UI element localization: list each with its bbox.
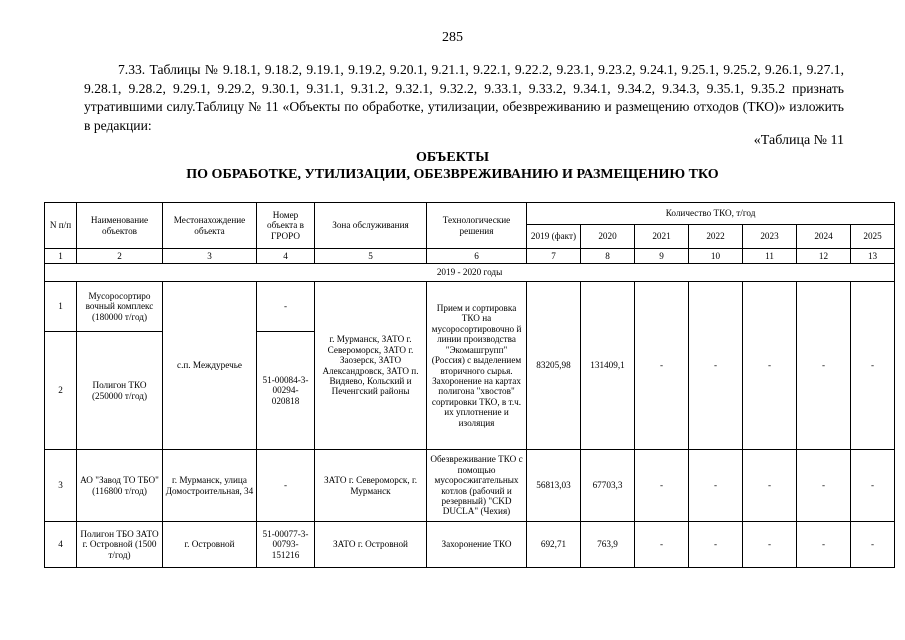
- header-year-2024: 2024: [797, 225, 851, 249]
- cell-2024: -: [797, 282, 851, 450]
- cell-2021: -: [635, 282, 689, 450]
- cell-2025: -: [851, 522, 895, 568]
- section-row: [45, 264, 895, 282]
- column-number: 12: [797, 249, 851, 264]
- header-year-2020: 2020: [581, 225, 635, 249]
- section-label: 2019 - 2020 годы: [45, 264, 895, 282]
- cell-n: 1: [45, 282, 77, 332]
- header-name: Наименование объектов: [77, 203, 163, 249]
- cell-zone: ЗАТО г. Североморск, г. Мурманск: [315, 450, 427, 522]
- cell-zone: ЗАТО г. Островной: [315, 522, 427, 568]
- cell-tech: Захоронение ТКО: [427, 522, 527, 568]
- cell-groro: -: [257, 450, 315, 522]
- cell-tech: Прием и сортировка ТКО на мусоросортировочно й линии производства "Экомашгрупп" (Россия) с выделением вторичного сырья. Захоронение на картах полигона "хвостов" сортировки ТКО, в т.ч. их уплотнение и изоляция: [427, 282, 527, 450]
- column-number-row: [45, 249, 895, 264]
- cell-2025: -: [851, 282, 895, 450]
- cell-2022: -: [689, 282, 743, 450]
- cell-2021: -: [635, 522, 689, 568]
- column-number: 13: [851, 249, 895, 264]
- header-year-2022: 2022: [689, 225, 743, 249]
- table-row: [45, 450, 895, 522]
- column-number: 7: [527, 249, 581, 264]
- cell-2023: -: [743, 282, 797, 450]
- cell-tech: Обезвреживание ТКО с помощью мусоросжигательных котлов (рабочий и резервный) "CKD DUCLA" (Чехия): [427, 450, 527, 522]
- cell-2024: -: [797, 450, 851, 522]
- header-year-2023: 2023: [743, 225, 797, 249]
- header-row: [45, 203, 895, 225]
- column-number: 8: [581, 249, 635, 264]
- cell-name: Мусоросортиро вочный комплекс (180000 т/год): [77, 282, 163, 332]
- header-year-2021: 2021: [635, 225, 689, 249]
- header-year-2025: 2025: [851, 225, 895, 249]
- column-number: 6: [427, 249, 527, 264]
- waste-objects-table: [44, 202, 895, 568]
- cell-groro: 51-00077-3-00793-151216: [257, 522, 315, 568]
- header-n: N п/п: [45, 203, 77, 249]
- cell-zone: г. Мурманск, ЗАТО г. Североморск, ЗАТО г. Заозерск, ЗАТО Александровск, ЗАТО п. Видяево, Кольский и Печенгский районы: [315, 282, 427, 450]
- column-number: 10: [689, 249, 743, 264]
- column-number: 2: [77, 249, 163, 264]
- cell-groro: 51-00084-3-00294-020818: [257, 332, 315, 450]
- cell-2021: -: [635, 450, 689, 522]
- cell-2023: -: [743, 450, 797, 522]
- header-groro: Номер объекта в ГРОРО: [257, 203, 315, 249]
- cell-2025: -: [851, 450, 895, 522]
- column-number: 1: [45, 249, 77, 264]
- column-number: 11: [743, 249, 797, 264]
- cell-groro: -: [257, 282, 315, 332]
- cell-name: АО "Завод ТО ТБО" (116800 т/год): [77, 450, 163, 522]
- table-title: [0, 149, 905, 183]
- column-number: 9: [635, 249, 689, 264]
- title-line-2: ПО ОБРАБОТКЕ, УТИЛИЗАЦИИ, ОБЕЗВРЕЖИВАНИЮ И РАЗМЕЩЕНИЮ ТКО: [186, 167, 719, 182]
- cell-name: Полигон ТКО (250000 т/год): [77, 332, 163, 450]
- cell-2020: 131409,1: [581, 282, 635, 450]
- cell-n: 4: [45, 522, 77, 568]
- cell-2023: -: [743, 522, 797, 568]
- table-row: [45, 282, 895, 332]
- cell-2019: 692,71: [527, 522, 581, 568]
- table-row: [45, 522, 895, 568]
- cell-name: Полигон ТБО ЗАТО г. Островной (1500 т/год): [77, 522, 163, 568]
- page-number: 285: [442, 30, 463, 45]
- header-zone: Зона обслуживания: [315, 203, 427, 249]
- cell-location: с.п. Междуречье: [163, 282, 257, 450]
- cell-2020: 67703,3: [581, 450, 635, 522]
- header-quantity: Количество ТКО, т/год: [527, 203, 895, 225]
- cell-location: г. Островной: [163, 522, 257, 568]
- column-number: 4: [257, 249, 315, 264]
- cell-2019: 83205,98: [527, 282, 581, 450]
- cell-n: 3: [45, 450, 77, 522]
- header-location: Местонахождение объекта: [163, 203, 257, 249]
- cell-n: 2: [45, 332, 77, 450]
- column-number: 3: [163, 249, 257, 264]
- cell-2020: 763,9: [581, 522, 635, 568]
- cell-2019: 56813,03: [527, 450, 581, 522]
- table-caption: «Таблица № 11: [753, 133, 844, 148]
- header-year-2019: 2019 (факт): [527, 225, 581, 249]
- cell-2022: -: [689, 450, 743, 522]
- column-number: 5: [315, 249, 427, 264]
- intro-paragraph: 7.33. Таблицы № 9.18.1, 9.18.2, 9.19.1, 9.19.2, 9.20.1, 9.21.1, 9.22.1, 9.22.2, 9.23.1, 9.23.2, 9.24.1, 9.25.1, 9.25.2, 9.26.1, 9.27.1, 9.28.1, 9.28.2, 9.29.1, 9.29.2, 9.30.1, 9.31.1, 9.31.2, 9.32.1, 9.32.2, 9.33.1, 9.33.2, 9.34.1, 9.34.2, 9.34.3, 9.35.1, 9.35.2 признать утратившими силу.Таблицу № 11 «Объекты по обработке, утилизации, обезвреживанию и размещению отходов (ТКО)» изложить в редакции:: [84, 62, 844, 133]
- cell-2022: -: [689, 522, 743, 568]
- header-tech: Технологические решения: [427, 203, 527, 249]
- cell-2024: -: [797, 522, 851, 568]
- title-line-1: ОБЪЕКТЫ: [416, 150, 489, 165]
- cell-location: г. Мурманск, улица Домостроительная, 34: [163, 450, 257, 522]
